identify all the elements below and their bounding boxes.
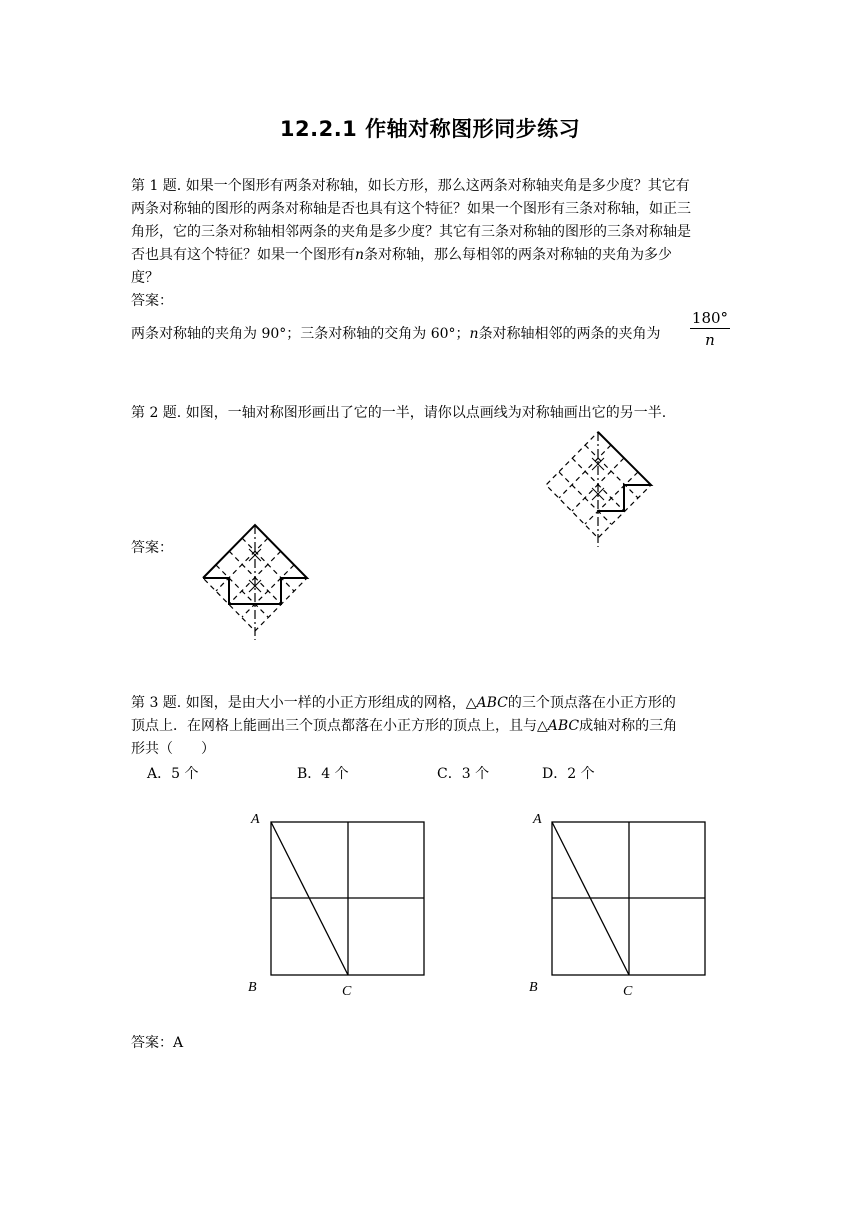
- q3-line-1: 第 3 题. 如图，是由大小一样的小正方形组成的网格，△ABC的三个顶点落在小正方形的: [131, 695, 676, 711]
- question-1: [131, 175, 731, 313]
- q1-line-3: 角形，它的三条对称轴相邻两条的夹角是多少度？其它有三条对称轴的图形的三条对称轴是: [131, 224, 691, 240]
- page-title: 12.2.1 作轴对称图形同步练习: [279, 117, 581, 141]
- q1-line-4: 否也具有这个特征？如果一个图形有n条对称轴，那么每相邻的两条对称轴的夹角为多少: [131, 247, 673, 263]
- q3-answer: 答案：A: [131, 1035, 184, 1051]
- option-a: A．5 个: [147, 766, 199, 782]
- q2-answer-label: 答案：: [131, 540, 173, 556]
- q3-line-2: 顶点上．在网格上能画出三个顶点都落在小正方形的顶点上，且与△ABC成轴对称的三角: [131, 718, 678, 734]
- option-d: D．2 个: [542, 766, 595, 782]
- label-a-right: A: [533, 812, 542, 827]
- question-3: [131, 692, 731, 761]
- label-c-left: C: [342, 984, 352, 999]
- q1-answer: 两条对称轴的夹角为 90°；三条对称轴的交角为 60°；n条对称轴相邻的两条的夹角为: [131, 326, 661, 342]
- option-b: B．4 个: [297, 766, 349, 782]
- q1-line-1: 第 1 题. 如果一个图形有两条对称轴，如长方形，那么这两条对称轴夹角是多少度？其它有: [131, 178, 690, 194]
- q1-line-2: 两条对称轴的图形的两条对称轴是否也具有这个特征？如果一个图形有三条对称轴，如正三: [131, 201, 691, 217]
- q1-line-5: 度？: [131, 270, 159, 286]
- question-2: 第 2 题. 如图，一轴对称图形画出了它的一半，请你以点画线为对称轴画出它的另一半.: [131, 405, 667, 421]
- variable-n: n: [355, 247, 365, 263]
- fraction-denominator: n: [705, 331, 715, 349]
- fraction-numerator: 180°: [691, 309, 729, 327]
- label-c-right: C: [623, 984, 633, 999]
- label-a-left: A: [251, 812, 260, 827]
- fraction-180-over-n: [690, 309, 730, 349]
- label-b-right: B: [529, 980, 538, 995]
- q3-line-3: 形共（ ）: [131, 741, 215, 757]
- q1-answer-label: 答案：: [131, 293, 173, 309]
- option-c: C．3 个: [437, 766, 490, 782]
- label-b-left: B: [248, 980, 257, 995]
